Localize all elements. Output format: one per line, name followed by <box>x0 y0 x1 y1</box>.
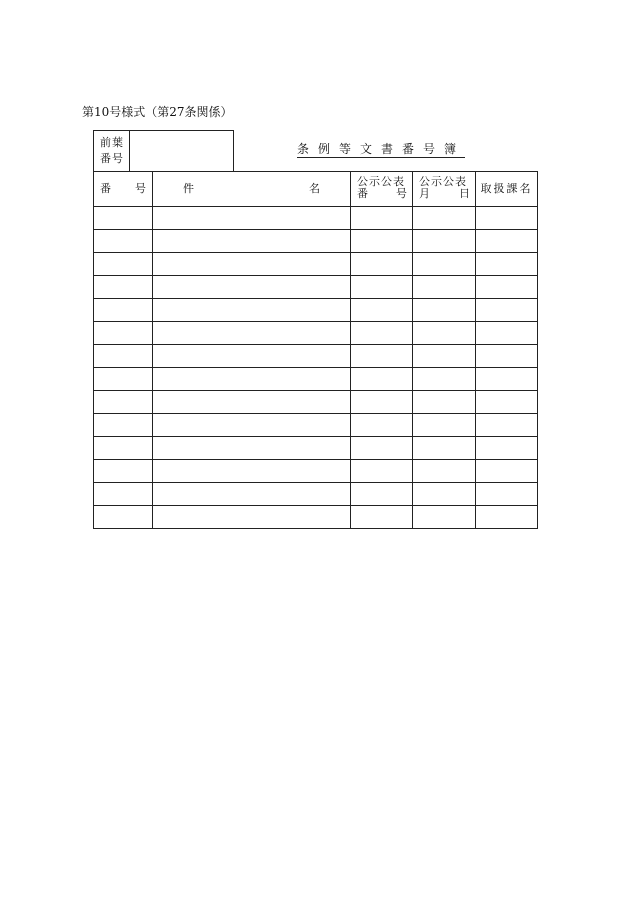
header-publication-number-line1: 公示公表 <box>357 175 405 188</box>
table-row <box>94 230 538 253</box>
cell-department[interactable] <box>476 506 538 529</box>
cell-subject[interactable] <box>153 391 351 414</box>
header-publication-date-line2-b: 日 <box>459 187 471 200</box>
cell-subject[interactable] <box>153 322 351 345</box>
cell-number[interactable] <box>94 414 153 437</box>
cell-publication-number[interactable] <box>351 414 413 437</box>
cell-number[interactable] <box>94 253 153 276</box>
register-body <box>94 207 538 529</box>
cell-publication-date[interactable] <box>413 253 476 276</box>
header-publication-date <box>413 172 476 207</box>
header-publication-number-line2-b: 号 <box>396 187 408 200</box>
cell-department[interactable] <box>476 391 538 414</box>
cell-number[interactable] <box>94 276 153 299</box>
previous-page-label <box>94 131 130 171</box>
cell-publication-number[interactable] <box>351 460 413 483</box>
cell-number[interactable] <box>94 230 153 253</box>
cell-subject[interactable] <box>153 207 351 230</box>
cell-number[interactable] <box>94 483 153 506</box>
header-department <box>476 172 538 207</box>
table-header-row <box>94 172 538 207</box>
table-row <box>94 391 538 414</box>
cell-department[interactable] <box>476 414 538 437</box>
cell-subject[interactable] <box>153 414 351 437</box>
form-label: 第10号様式（第27条関係） <box>82 105 233 119</box>
cell-department[interactable] <box>476 483 538 506</box>
cell-department[interactable] <box>476 322 538 345</box>
table-row <box>94 437 538 460</box>
table-row <box>94 299 538 322</box>
cell-subject[interactable] <box>153 368 351 391</box>
cell-subject[interactable] <box>153 299 351 322</box>
cell-subject[interactable] <box>153 345 351 368</box>
cell-publication-date[interactable] <box>413 207 476 230</box>
cell-department[interactable] <box>476 460 538 483</box>
header-subject-b: 名 <box>309 182 320 195</box>
table-row <box>94 483 538 506</box>
cell-department[interactable] <box>476 345 538 368</box>
cell-number[interactable] <box>94 368 153 391</box>
header-publication-date-line2-a: 月 <box>419 187 431 200</box>
cell-publication-date[interactable] <box>413 322 476 345</box>
table-row <box>94 414 538 437</box>
cell-subject[interactable] <box>153 506 351 529</box>
header-publication-number <box>351 172 413 207</box>
cell-publication-date[interactable] <box>413 414 476 437</box>
previous-page-label-line2: 番号 <box>100 152 124 165</box>
table-row <box>94 276 538 299</box>
cell-subject[interactable] <box>153 230 351 253</box>
cell-publication-number[interactable] <box>351 345 413 368</box>
cell-number[interactable] <box>94 506 153 529</box>
table-row <box>94 207 538 230</box>
header-subject <box>153 172 351 207</box>
cell-publication-date[interactable] <box>413 299 476 322</box>
cell-publication-date[interactable] <box>413 276 476 299</box>
cell-subject[interactable] <box>153 483 351 506</box>
cell-publication-date[interactable] <box>413 506 476 529</box>
cell-department[interactable] <box>476 207 538 230</box>
register-title: 条例等文書番号簿 <box>297 142 466 156</box>
cell-publication-number[interactable] <box>351 253 413 276</box>
cell-number[interactable] <box>94 207 153 230</box>
cell-publication-number[interactable] <box>351 506 413 529</box>
cell-publication-number[interactable] <box>351 230 413 253</box>
cell-number[interactable] <box>94 391 153 414</box>
previous-page-box <box>93 130 234 171</box>
cell-subject[interactable] <box>153 460 351 483</box>
header-department-label: 取扱課名 <box>480 182 533 195</box>
cell-publication-date[interactable] <box>413 345 476 368</box>
cell-publication-number[interactable] <box>351 391 413 414</box>
header-publication-number-line2-a: 番 <box>357 187 369 200</box>
cell-department[interactable] <box>476 230 538 253</box>
cell-publication-date[interactable] <box>413 230 476 253</box>
table-row <box>94 460 538 483</box>
table-row <box>94 322 538 345</box>
header-number-b: 号 <box>135 182 146 195</box>
cell-publication-date[interactable] <box>413 460 476 483</box>
cell-publication-number[interactable] <box>351 207 413 230</box>
table-row <box>94 368 538 391</box>
cell-number[interactable] <box>94 460 153 483</box>
register-table <box>93 171 538 529</box>
cell-number[interactable] <box>94 345 153 368</box>
cell-number[interactable] <box>94 322 153 345</box>
table-row <box>94 506 538 529</box>
cell-publication-date[interactable] <box>413 368 476 391</box>
cell-publication-number[interactable] <box>351 299 413 322</box>
previous-page-number-field[interactable] <box>130 131 233 171</box>
cell-department[interactable] <box>476 276 538 299</box>
table-row <box>94 253 538 276</box>
cell-number[interactable] <box>94 299 153 322</box>
header-publication-date-line1: 公示公表 <box>419 175 467 188</box>
cell-number[interactable] <box>94 437 153 460</box>
cell-publication-number[interactable] <box>351 368 413 391</box>
cell-publication-number[interactable] <box>351 483 413 506</box>
cell-publication-date[interactable] <box>413 483 476 506</box>
cell-publication-date[interactable] <box>413 391 476 414</box>
cell-publication-number[interactable] <box>351 322 413 345</box>
cell-subject[interactable] <box>153 437 351 460</box>
cell-department[interactable] <box>476 437 538 460</box>
table-row <box>94 345 538 368</box>
cell-department[interactable] <box>476 253 538 276</box>
cell-department[interactable] <box>476 368 538 391</box>
cell-publication-date[interactable] <box>413 437 476 460</box>
cell-subject[interactable] <box>153 276 351 299</box>
header-number <box>94 172 153 207</box>
cell-subject[interactable] <box>153 253 351 276</box>
header-number-a: 番 <box>100 182 111 195</box>
cell-publication-number[interactable] <box>351 276 413 299</box>
header-subject-a: 件 <box>183 182 194 195</box>
cell-publication-number[interactable] <box>351 437 413 460</box>
cell-department[interactable] <box>476 299 538 322</box>
previous-page-label-line1: 前葉 <box>100 136 124 149</box>
